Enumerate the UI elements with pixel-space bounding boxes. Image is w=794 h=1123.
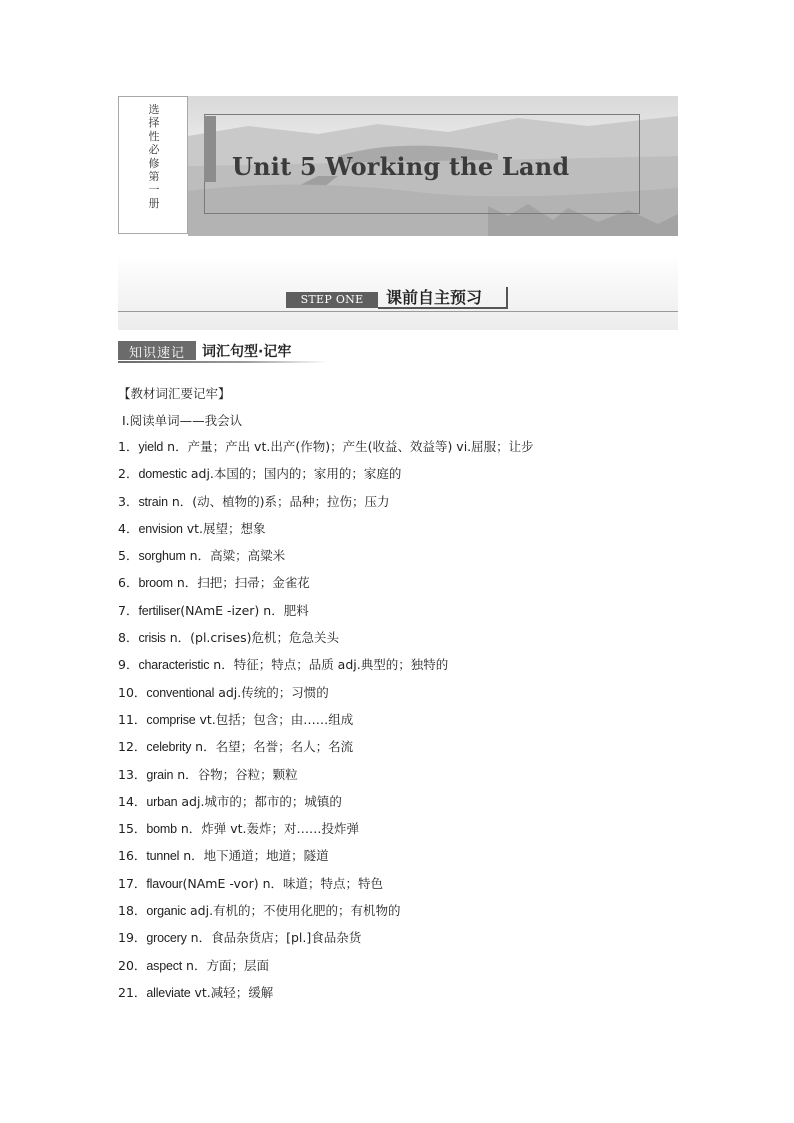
subheading: 【教材词汇要记牢】	[118, 386, 231, 401]
list-item	[118, 493, 718, 520]
list-item	[118, 684, 718, 711]
unit-title: Unit 5 Working the Land	[232, 152, 570, 181]
item-number: 18．	[118, 903, 147, 919]
item-number: 7．	[118, 602, 139, 618]
section-tag-label: 知识速记	[128, 346, 185, 361]
item-word: organic	[146, 904, 187, 919]
item-word: grain	[146, 767, 174, 782]
item-word: urban	[146, 794, 178, 809]
item-number: 2．	[118, 466, 139, 482]
item-word: comprise	[146, 712, 196, 727]
item-number: 5．	[118, 548, 139, 564]
volume-label-box	[118, 96, 188, 234]
item-word: crisis	[138, 631, 166, 646]
title-accent-bar	[204, 116, 216, 182]
step-title: 课前自主预习	[386, 288, 483, 307]
item-definition: vt.展望；想象	[186, 520, 266, 536]
item-definition: n．扫把；扫帚；金雀花	[176, 575, 310, 591]
item-word: sorghum	[138, 549, 186, 564]
item-word: characteristic	[138, 658, 210, 673]
item-number: 17．	[118, 875, 147, 891]
item-definition: vt.包括；包含；由……组成	[199, 711, 354, 727]
section-underline	[118, 361, 328, 363]
list-item	[118, 984, 718, 1011]
list-item	[118, 875, 718, 902]
item-word: conventional	[146, 685, 215, 700]
item-definition: n．方面；层面	[186, 957, 269, 973]
list-item	[118, 711, 718, 738]
item-definition: n．产量；产出 vt.出产(作物)；产生(收益、效益等) vi.屈服；让步	[167, 439, 534, 454]
item-word: envision	[138, 521, 183, 536]
item-definition: n．(动、植物的)系；品种；拉伤；压力	[171, 493, 390, 509]
item-word: flavour	[146, 876, 183, 891]
item-definition: n．名望；名誉；名人；名流	[195, 739, 354, 755]
step-divider	[118, 311, 678, 312]
section-heading: Ⅰ.阅读单词——我会认	[122, 413, 243, 428]
list-item	[118, 547, 718, 574]
item-word: aspect	[146, 958, 183, 973]
list-item	[118, 820, 718, 847]
item-definition: adj.传统的；习惯的	[218, 684, 329, 700]
item-definition: n．谷物；谷粒；颗粒	[177, 766, 298, 782]
item-word: grocery	[146, 931, 187, 946]
unit-banner	[118, 96, 678, 238]
item-number: 21．	[118, 984, 147, 1000]
vocabulary-list	[118, 438, 718, 1011]
item-number: 16．	[118, 848, 147, 864]
item-number: 12．	[118, 739, 147, 755]
item-word: bomb	[146, 822, 177, 837]
item-word: broom	[138, 576, 173, 591]
item-word: strain	[138, 494, 168, 509]
list-item	[118, 465, 718, 492]
item-definition: (NAmE -izer) n．肥料	[180, 602, 309, 618]
list-item	[118, 929, 718, 956]
item-number: 8．	[118, 630, 139, 646]
item-number: 14．	[118, 793, 147, 809]
item-definition: n．高粱；高粱米	[189, 548, 286, 564]
item-word: tunnel	[146, 849, 180, 864]
item-number: 11．	[118, 711, 147, 727]
list-item	[118, 629, 718, 656]
item-definition: adj.本国的；国内的；家用的；家庭的	[190, 466, 402, 482]
list-item	[118, 957, 718, 984]
item-definition: (NAmE -vor) n．味道；特点；特色	[182, 875, 383, 891]
list-item	[118, 574, 718, 601]
volume-label: 选择性必修第一册	[148, 103, 160, 210]
item-definition: n．特征；特点；品质 adj.典型的；独特的	[213, 657, 449, 673]
step-badge-label: STEP ONE	[300, 293, 364, 306]
step-badge	[286, 292, 378, 308]
item-number: 9．	[118, 657, 139, 673]
list-item	[118, 847, 718, 874]
item-definition: adj.有机的；不使用化肥的；有机物的	[190, 903, 401, 919]
list-item	[118, 738, 718, 765]
item-number: 1．	[118, 439, 139, 454]
step-title-box	[378, 287, 508, 309]
item-word: yield	[138, 440, 164, 454]
section-tag-title: 词汇句型·记牢	[202, 344, 292, 360]
item-word: celebrity	[146, 740, 192, 755]
item-number: 3．	[118, 493, 139, 509]
item-definition: vt.减轻；缓解	[194, 984, 274, 1000]
item-word: domestic	[138, 467, 187, 482]
item-definition: n．食品杂货店；[pl.]食品杂货	[190, 930, 362, 946]
item-number: 20．	[118, 957, 147, 973]
item-definition: n．(pl.crises)危机；危急关头	[169, 630, 339, 646]
item-word: fertiliser	[138, 603, 181, 618]
item-number: 4．	[118, 520, 139, 536]
item-number: 6．	[118, 575, 139, 591]
item-number: 19．	[118, 930, 147, 946]
list-item	[118, 656, 718, 683]
item-number: 15．	[118, 821, 147, 837]
item-definition: n．炸弹 vt.轰炸；对……投炸弹	[180, 821, 360, 837]
section-tag	[118, 341, 196, 360]
item-number: 13．	[118, 766, 147, 782]
list-item	[118, 438, 718, 465]
item-word: alleviate	[146, 985, 191, 1000]
list-item	[118, 766, 718, 793]
item-number: 10．	[118, 684, 147, 700]
item-definition: adj.城市的；都市的；城镇的	[181, 793, 342, 809]
item-definition: n．地下通道；地道；隧道	[183, 848, 329, 864]
list-item	[118, 520, 718, 547]
list-item	[118, 602, 718, 629]
list-item	[118, 902, 718, 929]
list-item	[118, 793, 718, 820]
